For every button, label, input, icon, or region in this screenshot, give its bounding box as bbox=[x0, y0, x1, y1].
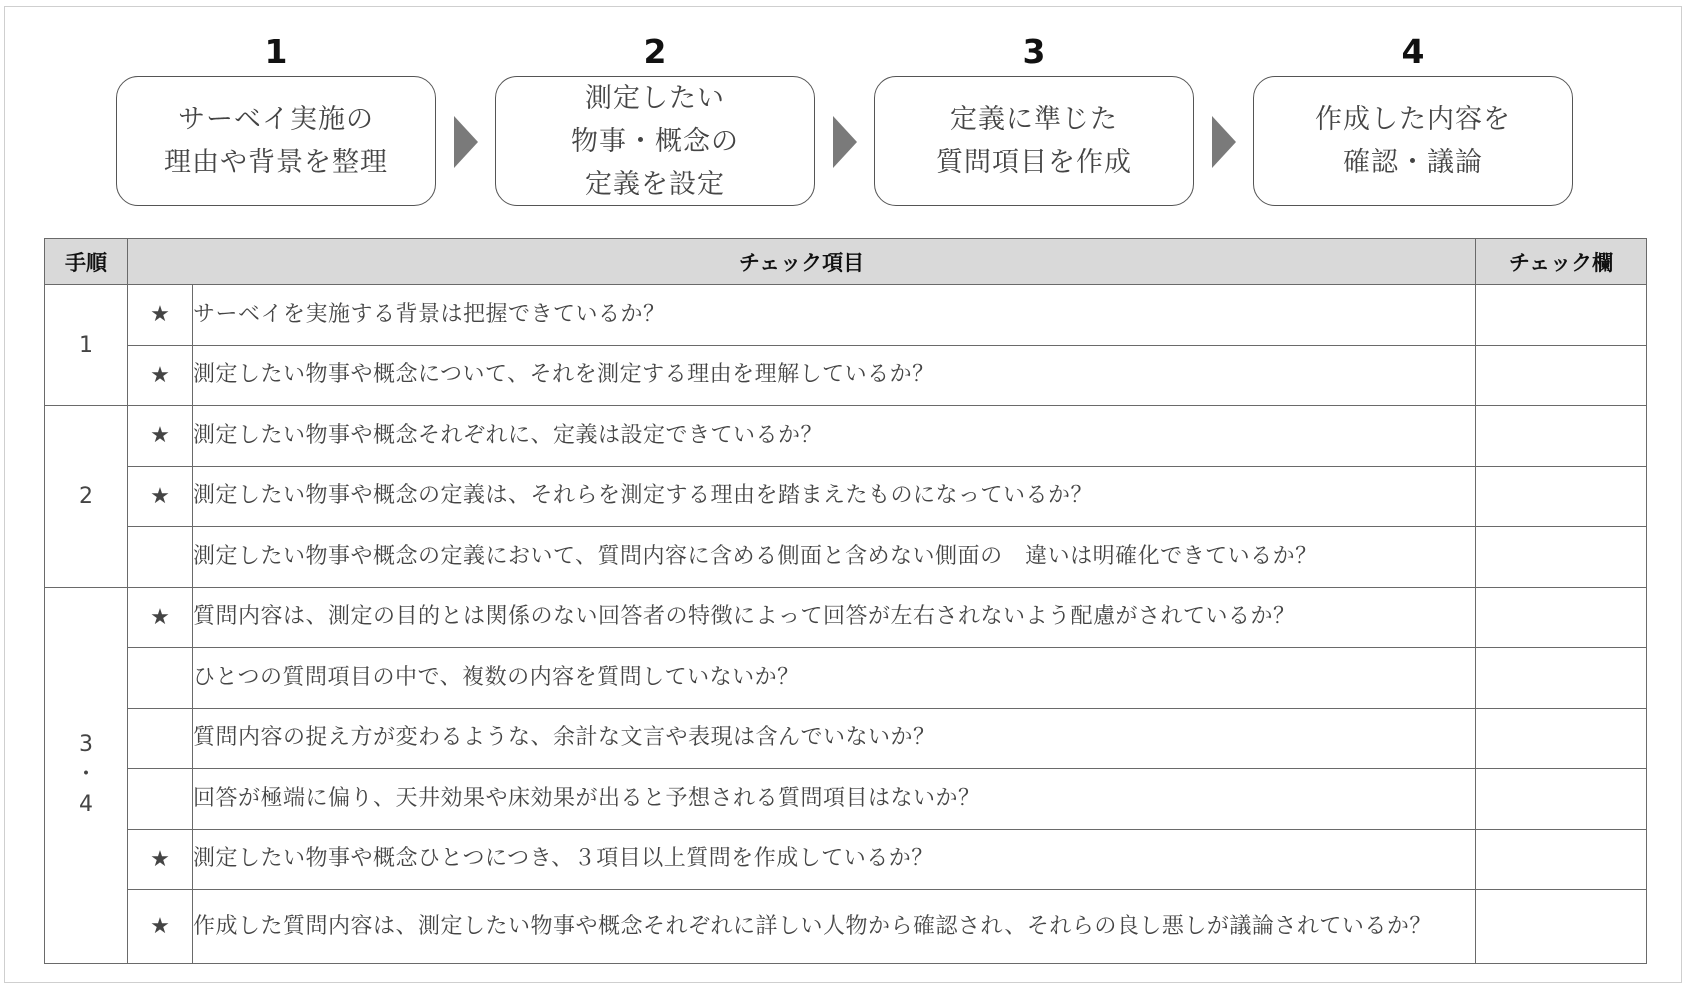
step-group-3-4-line-1: 3 bbox=[78, 732, 93, 758]
step-box-2 bbox=[495, 76, 815, 206]
check-item-text: 測定したい物事や概念それぞれに、定義は設定できているか？ bbox=[193, 406, 1476, 467]
table-row bbox=[45, 466, 1647, 527]
step-group-2: 2 bbox=[45, 406, 128, 588]
check-item-text: 質問内容の捉え方が変わるような、余計な文言や表現は含んでいないか？ bbox=[193, 708, 1476, 769]
star-empty-cell bbox=[128, 527, 193, 588]
check-box-cell[interactable] bbox=[1476, 648, 1647, 709]
step-text-1: サーベイ実施の 理由や背景を整理 bbox=[164, 104, 388, 178]
star-icon: ★ bbox=[128, 829, 193, 890]
arrow-right-icon bbox=[833, 116, 857, 168]
arrow-right-icon bbox=[1212, 116, 1236, 168]
star-icon: ★ bbox=[128, 406, 193, 467]
check-box-cell[interactable] bbox=[1476, 527, 1647, 588]
header-check-column: チェック欄 bbox=[1476, 239, 1647, 285]
check-item-text: 測定したい物事や概念の定義は、それらを測定する理由を踏まえたものになっているか？ bbox=[193, 466, 1476, 527]
check-item-text: 回答が極端に偏り、天井効果や床効果が出ると予想される質問項目はないか？ bbox=[193, 769, 1476, 830]
header-check-item: チェック項目 bbox=[128, 239, 1476, 285]
step-number-2: 2 bbox=[643, 32, 667, 71]
check-item-text: 質問内容は、測定の目的とは関係のない回答者の特徴によって回答が左右されないよう配慮がされているか？ bbox=[193, 587, 1476, 648]
table-row bbox=[45, 708, 1647, 769]
step-box-4 bbox=[1253, 76, 1573, 206]
table-row bbox=[45, 587, 1647, 648]
table-row bbox=[45, 527, 1647, 588]
check-box-cell[interactable] bbox=[1476, 587, 1647, 648]
step-number-1: 1 bbox=[264, 32, 288, 71]
star-icon: ★ bbox=[128, 285, 193, 346]
star-icon: ★ bbox=[128, 587, 193, 648]
check-box-cell[interactable] bbox=[1476, 345, 1647, 406]
step-box-3 bbox=[874, 76, 1194, 206]
check-item-text: 測定したい物事や概念の定義において、質問内容に含める側面と含めない側面の 違いは明確化できているか？ bbox=[193, 527, 1476, 588]
arrow-right-icon bbox=[454, 116, 478, 168]
step-number-3: 3 bbox=[1022, 32, 1046, 71]
table-row bbox=[45, 406, 1647, 467]
check-box-cell[interactable] bbox=[1476, 829, 1647, 890]
check-item-text: 作成した質問内容は、測定したい物事や概念それぞれに詳しい人物から確認され、それらの良し悪しが議論されているか？ bbox=[193, 890, 1476, 964]
check-box-cell[interactable] bbox=[1476, 285, 1647, 346]
check-item-text: 測定したい物事や概念について、それを測定する理由を理解しているか？ bbox=[193, 345, 1476, 406]
header-step: 手順 bbox=[45, 239, 128, 285]
star-empty-cell bbox=[128, 648, 193, 709]
check-box-cell[interactable] bbox=[1476, 769, 1647, 830]
step-group-1: 1 bbox=[45, 285, 128, 406]
check-box-cell[interactable] bbox=[1476, 708, 1647, 769]
step-text-2: 測定したい 物事・概念の 定義を設定 bbox=[571, 82, 739, 200]
step-group-3-4-line-2: ・ bbox=[74, 762, 97, 788]
check-item-text: サーベイを実施する背景は把握できているか？ bbox=[193, 285, 1476, 346]
star-empty-cell bbox=[128, 769, 193, 830]
table-row bbox=[45, 829, 1647, 890]
star-icon: ★ bbox=[128, 345, 193, 406]
star-icon: ★ bbox=[128, 466, 193, 527]
table-row bbox=[45, 648, 1647, 709]
check-item-text: ひとつの質問項目の中で、複数の内容を質問していないか？ bbox=[193, 648, 1476, 709]
star-empty-cell bbox=[128, 708, 193, 769]
table-row bbox=[45, 769, 1647, 830]
step-group-3-4 bbox=[45, 587, 128, 964]
check-box-cell[interactable] bbox=[1476, 406, 1647, 467]
checklist-table bbox=[44, 238, 1647, 964]
star-icon: ★ bbox=[128, 890, 193, 964]
table-row bbox=[45, 285, 1647, 346]
check-box-cell[interactable] bbox=[1476, 890, 1647, 964]
step-text-3: 定義に準じた 質問項目を作成 bbox=[936, 104, 1132, 178]
table-row bbox=[45, 890, 1647, 964]
table-row bbox=[45, 345, 1647, 406]
step-number-4: 4 bbox=[1401, 32, 1425, 71]
check-item-text: 測定したい物事や概念ひとつにつき、３項目以上質問を作成しているか？ bbox=[193, 829, 1476, 890]
step-group-3-4-line-3: 4 bbox=[78, 792, 93, 818]
check-box-cell[interactable] bbox=[1476, 466, 1647, 527]
step-text-4: 作成した内容を 確認・議論 bbox=[1315, 104, 1511, 178]
table-header-row bbox=[45, 239, 1647, 285]
step-box-1 bbox=[116, 76, 436, 206]
